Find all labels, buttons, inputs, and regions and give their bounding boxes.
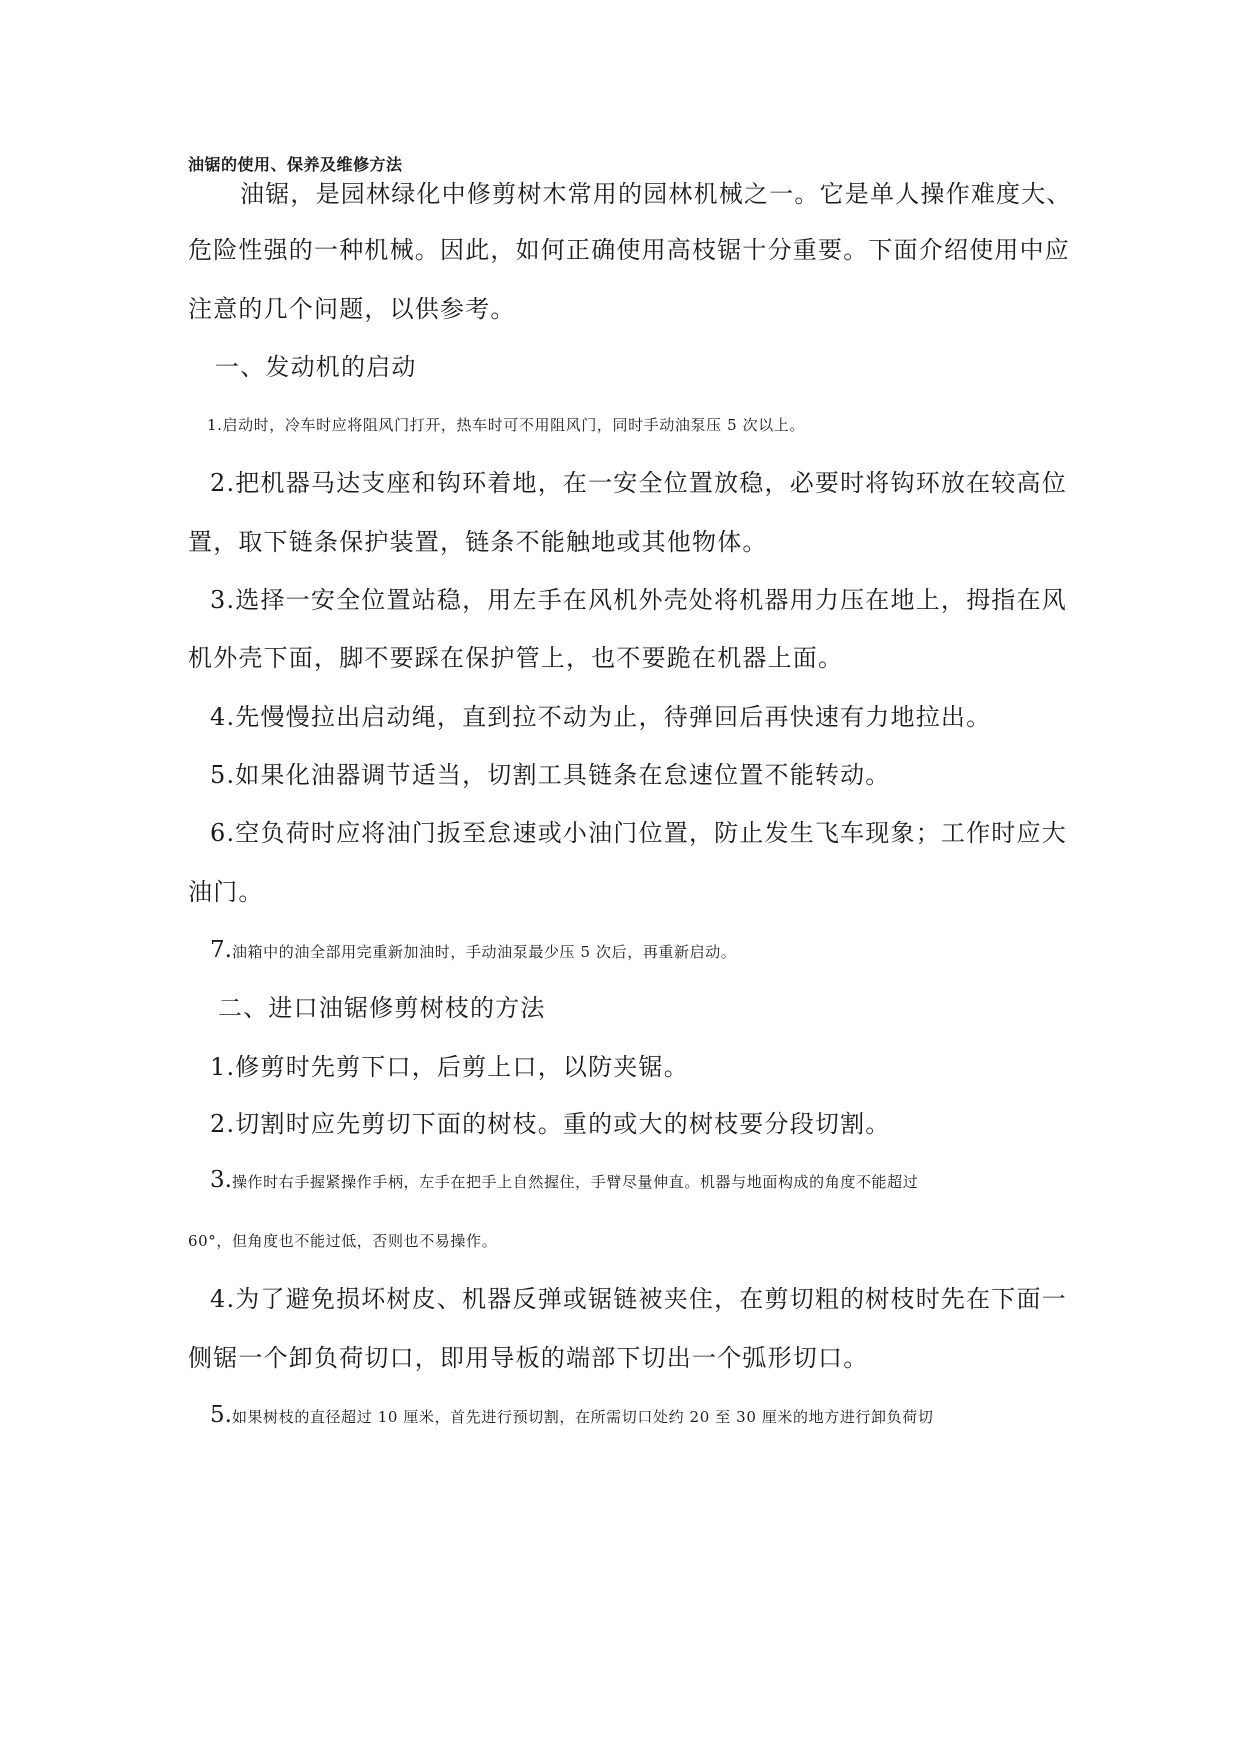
section-2-item-4-line-2: 侧锯一个卸负荷切口，即用导板的端部下切出一个弧形切口。 [188,1344,869,1372]
section-2-item-5-text: 如果树枝的直径超过 10 厘米，首先进行预切割，在所需切口处约 20 至 30 厘米的地方进行卸负荷切 [231,1408,934,1426]
section-1-item-6-line-2: 油门。 [188,878,264,906]
section-2-item-2: 2.切割时应先剪切下面的树枝。重的或大的树枝要分段切割。 [210,1110,891,1138]
section-2-item-5-number: 5. [210,1402,232,1428]
section-1-item-7-text: 油箱中的油全部用完重新加油时，手动油泵最少压 5 次后，再重新启动。 [231,943,737,961]
section-2-item-3 [210,1169,918,1192]
section-2-heading: 二、进口油锯修剪树枝的方法 [218,994,546,1022]
section-1-item-1: 1.启动时，冷车时应将阻风门打开，热车时可不用阻风门，同时手动油泵压 5 次以上。 [207,416,805,434]
section-2-item-3-text: 操作时右手握紧操作手柄，左手在把手上自然握住，手臂尽量伸直。机器与地面构成的角度不能超过 [231,1173,919,1191]
section-1-item-4: 4.先慢慢拉出启动绳，直到拉不动为止，待弹回后再快速有力地拉出。 [210,703,992,731]
section-2-item-3-number: 3. [210,1167,232,1193]
section-1-item-2-line-2: 置，取下链条保护装置，链条不能触地或其他物体。 [188,528,768,556]
section-2-item-4-line-1: 4.为了避免损坏树皮、机器反弹或锯链被夹住，在剪切粗的树枝时先在下面一 [210,1285,1067,1313]
document-title: 油锯的使用、保养及维修方法 [188,155,403,174]
section-1-item-6-line-1: 6.空负荷时应将油门扳至怠速或小油门位置，防止发生飞车现象；工作时应大 [210,819,1067,847]
section-2-item-3-continuation: 60°，但角度也不能过低，否则也不易操作。 [188,1232,498,1250]
section-1-item-3-line-1: 3.选择一安全位置站稳，用左手在风机外壳处将机器用力压在地上，拇指在风 [210,586,1067,614]
intro-line-3: 注意的几个问题，以供参考。 [188,295,516,323]
section-2-item-1: 1.修剪时先剪下口，后剪上口，以防夹锯。 [210,1053,689,1081]
intro-line-1: 油锯，是园林绿化中修剪树木常用的园林机械之一。它是单人操作难度大、 [240,180,1072,208]
section-1-item-7 [210,939,736,962]
section-1-item-7-number: 7. [210,937,232,963]
section-1-item-2-line-1: 2.把机器马达支座和钩环着地，在一安全位置放稳，必要时将钩环放在较高位 [210,469,1067,497]
section-1-item-3-line-2: 机外壳下面，脚不要踩在保护管上，也不要跪在机器上面。 [188,644,844,672]
section-2-item-5 [210,1404,933,1427]
section-1-heading: 一、发动机的启动 [215,353,417,381]
section-1-item-5: 5.如果化油器调节适当，切割工具链条在怠速位置不能转动。 [210,761,891,789]
intro-line-2: 危险性强的一种机械。因此，如何正确使用高枝锯十分重要。下面介绍使用中应 [188,236,1070,264]
